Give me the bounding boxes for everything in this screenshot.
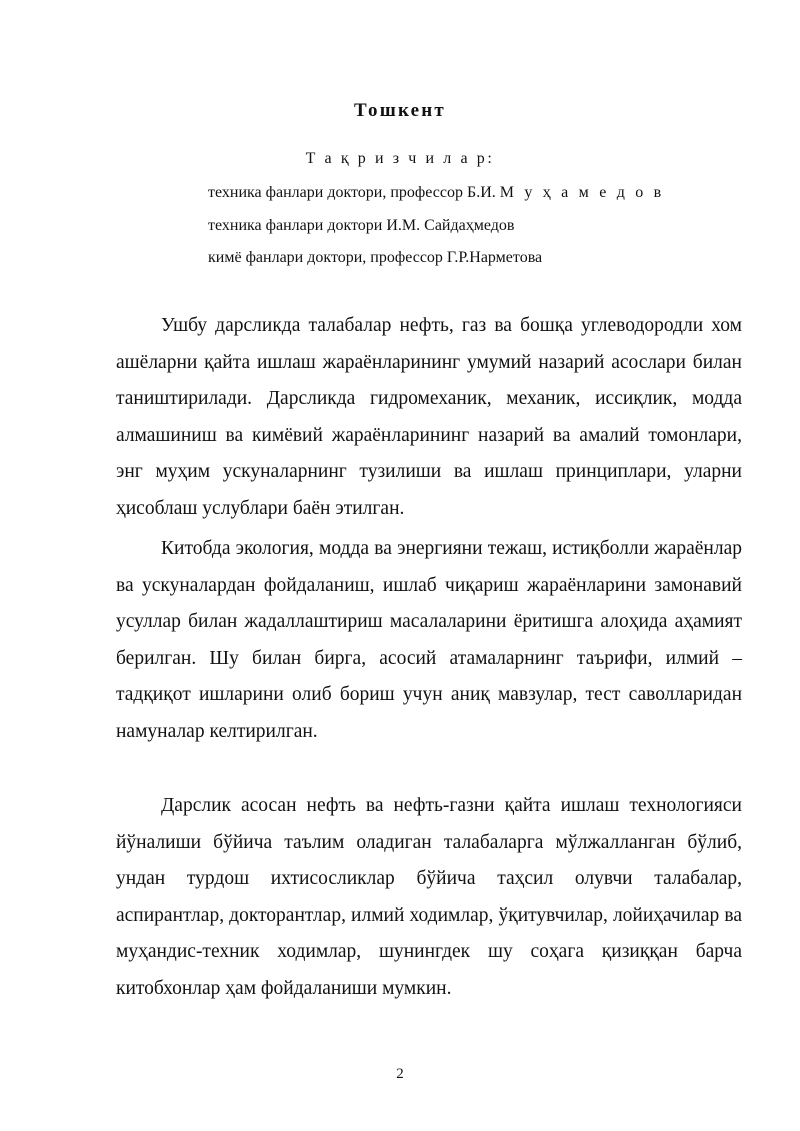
city-heading: Тошкент [354, 100, 446, 121]
reviewer-2-text: техника фанлари доктори И.М. Сайдаҳмедов [208, 217, 515, 234]
reviewer-2 [208, 217, 514, 235]
reviewer-1-name: М у ҳ а м е д о в [499, 184, 665, 201]
reviewer-3-text: кимё фанлари доктори, профессор Г.Р.Нарметова [208, 249, 543, 266]
reviewer-3 [208, 249, 542, 267]
paragraph-2: Китобда экология, модда ва энергияни тежаш, истиқболли жараёнлар ва ускуналардан фойдаланиш, ишлаб чиқариш жараёнларини замонавий усуллар билан жадаллаштириш масалаларини ёритишга алоҳида аҳамият берилган. Шу билан бирга, асосий атамаларнинг таърифи, илмий – тадқиқот ишларини олиб бориш учун аниқ мавзулар, тест саволларидан намуналар келтирилган. [116, 538, 742, 742]
reviewer-1-text: техника фанлари доктори, профессор Б.И. [208, 184, 500, 201]
reviewer-1 [208, 184, 664, 202]
page-number: 2 [396, 1066, 404, 1082]
reviewers-title: Т а қ р и з ч и л а р: [305, 150, 495, 167]
paragraph-1: Ушбу дарсликда талабалар нефть, газ ва бошқа углеводородли хом ашёларни қайта ишлаш жараёнларининг умумий назарий асослари билан таништирилади. Дарсликда гидромеханик, механик, иссиқлик, модда алмашиниш ва кимёвий жараёнларининг назарий ва амалий томонлари, энг муҳим ускуналарнинг тузилиши ва ишлаш принциплари, уларни ҳисоблаш услублари баён этилган. [116, 315, 742, 519]
paragraph-3: Дарслик асосан нефть ва нефть-газни қайта ишлаш технологияси йўналиши бўйича таълим оладиган талабаларга мўлжалланган бўлиб, ундан турдош ихтисосликлар бўйича таҳсил олувчи талабалар, аспирантлар, докторантлар, илмий ходимлар, ўқитувчилар, лойиҳачилар ва муҳандис-техник ходимлар, шунингдек шу соҳага қизиққан барча китобхонлар ҳам фойдаланиши мумкин. [116, 795, 742, 999]
